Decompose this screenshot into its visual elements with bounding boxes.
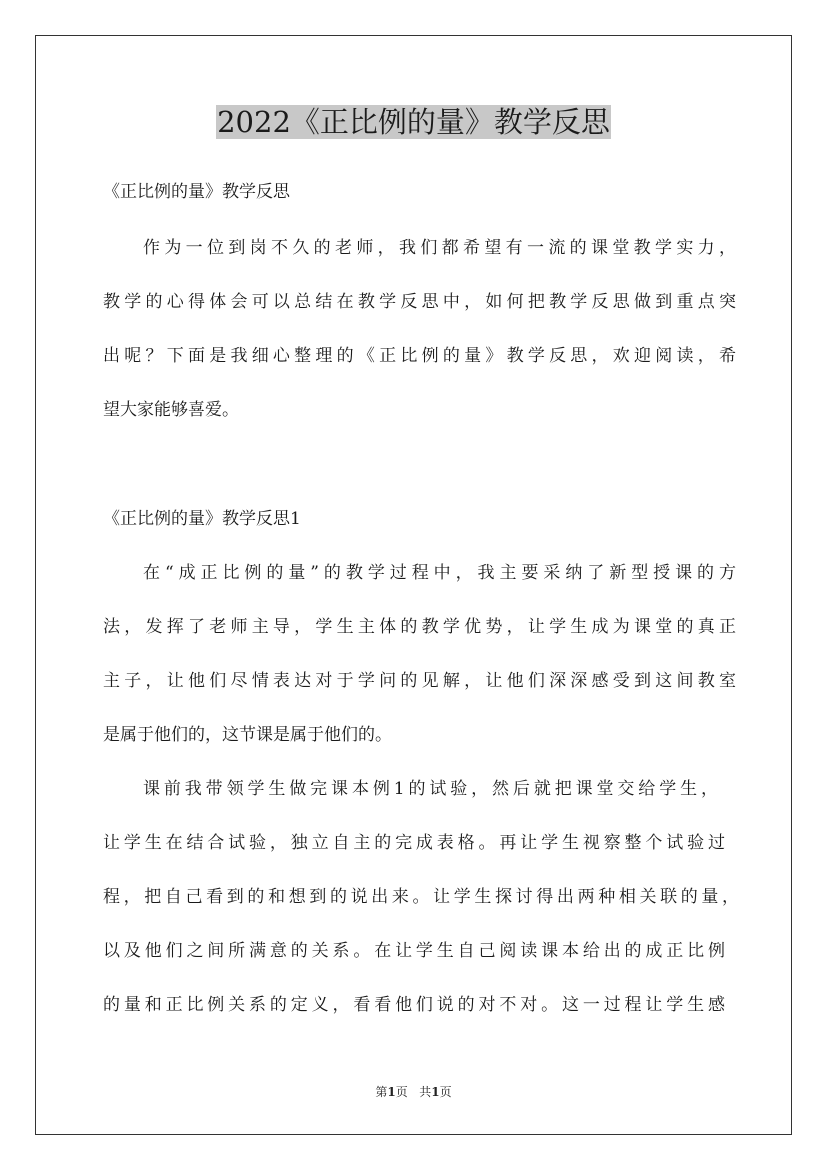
para2-line-1: 课前我带领学生做完课本例1的试验，然后就把课堂交给学生， [143,779,718,799]
footer-page-number: 1 [387,1085,396,1099]
subtitle: 《正比例的量》教学反思 [103,182,290,202]
footer-mid: 页 共 [395,1085,432,1099]
para1-line-2: 法，发挥了老师主导，学生主体的教学优势，让学生成为课堂的真正 [103,617,736,637]
para2-line-4: 以及他们之间所满意的关系。在让学生自己阅读课本给出的成正比例 [103,941,725,961]
footer-total-pages: 1 [431,1085,440,1099]
intro-line-4: 望大家能够喜爱。 [103,400,239,420]
footer-suffix: 页 [439,1085,452,1099]
document-title-text: 2022《正比例的量》教学反思 [217,105,610,139]
para2-line-3: 程，把自己看到的和想到的说出来。让学生探讨得出两种相关联的量， [103,887,739,907]
document-title [0,102,827,142]
para1-line-4: 是属于他们的，这节课是属于他们的。 [103,725,392,745]
para1-line-1: 在“成正比例的量”的教学过程中，我主要采纳了新型授课的方 [143,563,736,583]
section-heading-1: 《正比例的量》教学反思1 [103,509,301,529]
para2-line-5: 的量和正比例关系的定义，看看他们说的对不对。这一过程让学生感 [103,995,725,1015]
intro-line-3: 出呢？下面是我细心整理的《正比例的量》教学反思，欢迎阅读，希 [103,346,736,366]
footer-prefix: 第 [375,1085,388,1099]
para2-line-2: 让学生在结合试验，独立自主的完成表格。再让学生视察整个试验过 [103,833,725,853]
para1-line-3: 主子，让他们尽情表达对于学问的见解，让他们深深感受到这间教室 [103,671,736,691]
intro-line-2: 教学的心得体会可以总结在教学反思中，如何把教学反思做到重点突 [103,292,736,312]
intro-line-1: 作为一位到岗不久的老师，我们都希望有一流的课堂教学实力， [143,238,736,258]
page-footer [0,1084,827,1100]
